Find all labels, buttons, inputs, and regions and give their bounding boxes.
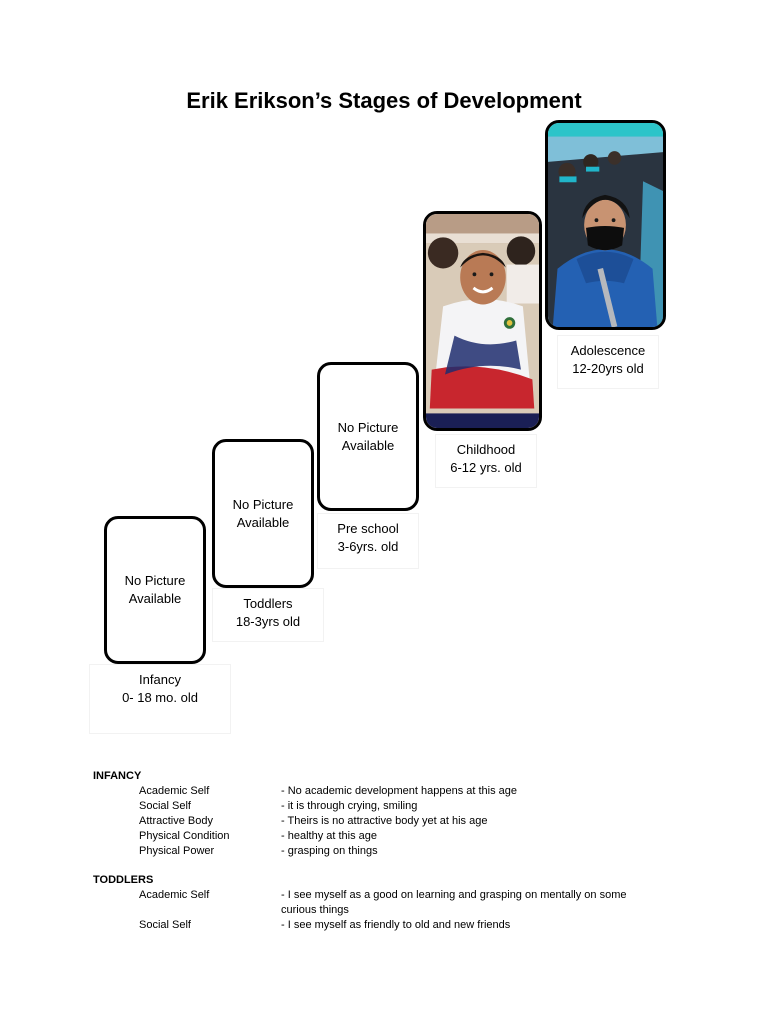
childhood-caption [435, 434, 537, 488]
toddlers-photo-placeholder [212, 439, 314, 588]
trait-value: - healthy at this age [281, 830, 378, 842]
trait-value: - Theirs is no attractive body yet at his age [281, 815, 488, 827]
placeholder-text-line1: No Picture [124, 573, 186, 588]
trait-value: - grasping on things [281, 845, 378, 857]
placeholder-text-line2: Available [236, 514, 290, 530]
placeholder-text-line1: No Picture [232, 496, 294, 512]
trait-value: - I see myself as friendly to old and new friends [281, 919, 511, 931]
stage-name: Toddlers [243, 596, 293, 611]
section-heading: INFANCY [93, 770, 142, 782]
trait-value: - it is through crying, smiling [281, 800, 418, 812]
page-title: Erik Erikson’s Stages of Development [186, 88, 582, 113]
preschool-photo-placeholder [317, 362, 419, 511]
stage-age: 3-6yrs. old [337, 539, 399, 554]
infancy-section [93, 769, 693, 859]
trait-value: - No academic development happens at this age [281, 785, 518, 797]
stage-name: Pre school [337, 521, 399, 536]
placeholder-text-line2: Available [341, 437, 395, 453]
section-heading: TODDLERS [93, 874, 154, 886]
adolescence-caption [557, 335, 659, 389]
list-item [93, 799, 693, 814]
list-item [93, 918, 693, 933]
childhood-photo-image [426, 214, 539, 428]
trait-label: Social Self [139, 800, 191, 812]
stage-name: Adolescence [570, 343, 646, 358]
placeholder-text-line1: No Picture [337, 419, 399, 435]
preschool-caption [317, 513, 419, 569]
stage-name: Infancy [139, 672, 181, 687]
list-item [93, 784, 693, 799]
trait-label: Academic Self [139, 785, 210, 797]
stage-name: Childhood [456, 442, 516, 457]
adolescence-photo [545, 120, 666, 330]
trait-value: - I see myself as a good on learning and grasping on mentally on some curious things [281, 889, 627, 916]
stage-age: 0- 18 mo. old [122, 690, 198, 705]
trait-label: Social Self [139, 919, 191, 931]
toddlers-section [93, 873, 693, 933]
adolescence-photo-image [548, 123, 663, 327]
placeholder-text-line2: Available [128, 591, 182, 606]
list-item [93, 844, 693, 859]
childhood-photo [423, 211, 542, 431]
list-item [93, 814, 693, 829]
list-item [93, 829, 693, 844]
infancy-caption [89, 664, 231, 734]
trait-label: Physical Power [139, 845, 215, 857]
infancy-photo-placeholder [104, 516, 206, 664]
stage-age: 12-20yrs old [572, 361, 644, 376]
trait-label: Physical Condition [139, 830, 230, 842]
toddlers-caption [212, 588, 324, 642]
trait-label: Academic Self [139, 889, 210, 901]
stage-age: 18-3yrs old [235, 614, 301, 629]
list-item [93, 888, 693, 918]
stage-age: 6-12 yrs. old [450, 460, 522, 475]
trait-label: Attractive Body [139, 815, 213, 827]
